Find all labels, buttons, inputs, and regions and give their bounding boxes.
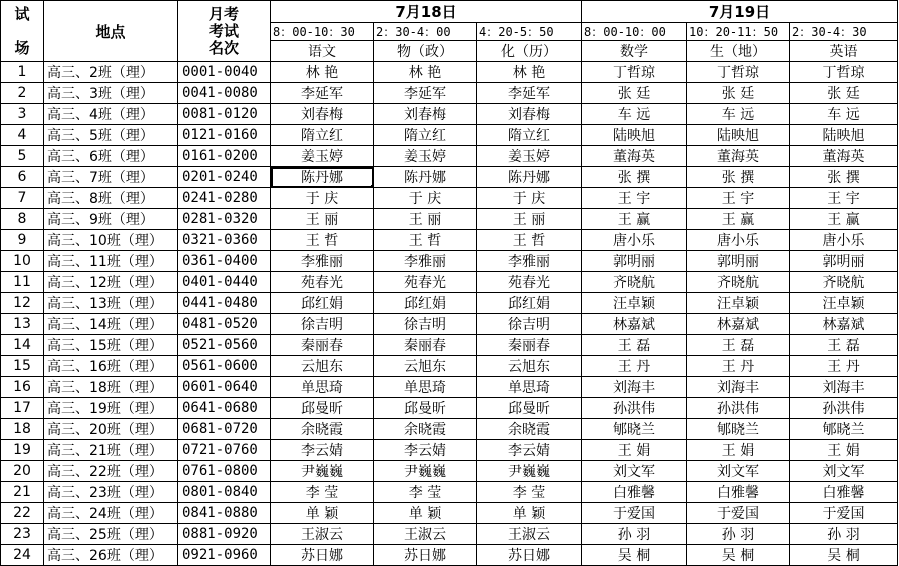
room-number[interactable]: 2 — [1, 83, 44, 104]
proctor-chinese[interactable]: 隋立红 — [271, 125, 374, 146]
proctor-chemistry[interactable]: 隋立红 — [477, 125, 582, 146]
proctor-english[interactable]: 齐晓航 — [790, 272, 898, 293]
table-row — [1, 62, 898, 83]
location-cell[interactable]: 高三、19班（理） — [44, 398, 178, 419]
room-number[interactable]: 18 — [1, 419, 44, 440]
location-cell[interactable]: 高三、26班（理） — [44, 545, 178, 566]
rank-range-cell[interactable]: 0361-0400 — [178, 251, 271, 272]
proctor-math[interactable]: 刘文军 — [582, 461, 687, 482]
location-cell[interactable]: 高三、6班（理） — [44, 146, 178, 167]
rank-range-cell[interactable]: 0401-0440 — [178, 272, 271, 293]
rank-range-cell[interactable]: 0441-0480 — [178, 293, 271, 314]
proctor-math[interactable]: 白雅馨 — [582, 482, 687, 503]
room-number[interactable]: 23 — [1, 524, 44, 545]
header-location[interactable]: 地点 — [44, 1, 178, 62]
proctor-chemistry[interactable]: 单思琦 — [477, 377, 582, 398]
proctor-math[interactable]: 齐晓航 — [582, 272, 687, 293]
proctor-physics[interactable]: 苑春光 — [374, 272, 477, 293]
room-number[interactable]: 12 — [1, 293, 44, 314]
header-room[interactable]: 试 场 — [1, 1, 44, 62]
rank-range-cell[interactable]: 0521-0560 — [178, 335, 271, 356]
table-row — [1, 461, 898, 482]
proctor-biology[interactable]: 齐晓航 — [687, 272, 790, 293]
proctor-physics[interactable]: 余晓霞 — [374, 419, 477, 440]
table-row — [1, 167, 898, 188]
table-row — [1, 251, 898, 272]
proctor-biology[interactable]: 张 撰 — [687, 167, 790, 188]
proctor-physics[interactable]: 邱红娟 — [374, 293, 477, 314]
time-3[interactable]: 4：20-5：50 — [477, 23, 582, 41]
subject-physics[interactable]: 物（政） — [374, 41, 477, 62]
proctor-english[interactable]: 王 宇 — [790, 188, 898, 209]
rank-range-cell[interactable]: 0841-0880 — [178, 503, 271, 524]
proctor-biology[interactable]: 郇晓兰 — [687, 419, 790, 440]
proctor-physics[interactable]: 李雅丽 — [374, 251, 477, 272]
time-6[interactable]: 2：30-4：30 — [790, 23, 898, 41]
proctor-math[interactable]: 张 撰 — [582, 167, 687, 188]
room-number[interactable]: 16 — [1, 377, 44, 398]
proctor-biology[interactable]: 郭明丽 — [687, 251, 790, 272]
room-number[interactable]: 1 — [1, 62, 44, 83]
proctor-english[interactable]: 孙洪伟 — [790, 398, 898, 419]
table-row — [1, 545, 898, 566]
rank-range-cell[interactable]: 0001-0040 — [178, 62, 271, 83]
proctor-math[interactable]: 汪卓颖 — [582, 293, 687, 314]
room-number[interactable]: 14 — [1, 335, 44, 356]
time-4[interactable]: 8：00-10：00 — [582, 23, 687, 41]
time-2[interactable]: 2：30-4：00 — [374, 23, 477, 41]
proctor-math[interactable]: 张 廷 — [582, 83, 687, 104]
room-number[interactable]: 11 — [1, 272, 44, 293]
proctor-chinese[interactable]: 陈丹娜 — [271, 167, 374, 188]
proctor-math[interactable]: 郇晓兰 — [582, 419, 687, 440]
proctor-physics[interactable]: 尹巍巍 — [374, 461, 477, 482]
room-number[interactable]: 22 — [1, 503, 44, 524]
location-cell[interactable]: 高三、9班（理） — [44, 209, 178, 230]
proctor-biology[interactable]: 刘文军 — [687, 461, 790, 482]
proctor-chemistry[interactable]: 陈丹娜 — [477, 167, 582, 188]
proctor-chemistry[interactable]: 邱曼昕 — [477, 398, 582, 419]
proctor-chinese[interactable]: 云旭东 — [271, 356, 374, 377]
table-row — [1, 125, 898, 146]
subject-biology[interactable]: 生（地） — [687, 41, 790, 62]
proctor-chemistry[interactable]: 刘春梅 — [477, 104, 582, 125]
location-cell[interactable]: 高三、2班（理） — [44, 62, 178, 83]
room-number[interactable]: 17 — [1, 398, 44, 419]
proctor-chemistry[interactable]: 苑春光 — [477, 272, 582, 293]
location-cell[interactable]: 高三、10班（理） — [44, 230, 178, 251]
room-number[interactable]: 6 — [1, 167, 44, 188]
location-cell[interactable]: 高三、7班（理） — [44, 167, 178, 188]
proctor-biology[interactable]: 林嘉斌 — [687, 314, 790, 335]
table-row — [1, 377, 898, 398]
rank-range-cell[interactable]: 0721-0760 — [178, 440, 271, 461]
location-cell[interactable]: 高三、8班（理） — [44, 188, 178, 209]
table-row — [1, 398, 898, 419]
room-number[interactable]: 21 — [1, 482, 44, 503]
proctor-biology[interactable]: 刘海丰 — [687, 377, 790, 398]
rank-range-cell[interactable]: 0321-0360 — [178, 230, 271, 251]
proctor-english[interactable]: 白雅馨 — [790, 482, 898, 503]
room-number[interactable]: 3 — [1, 104, 44, 125]
proctor-chemistry[interactable]: 尹巍巍 — [477, 461, 582, 482]
proctor-physics[interactable]: 李 莹 — [374, 482, 477, 503]
proctor-chemistry[interactable]: 云旭东 — [477, 356, 582, 377]
proctor-english[interactable]: 刘海丰 — [790, 377, 898, 398]
location-cell[interactable]: 高三、4班（理） — [44, 104, 178, 125]
proctor-biology[interactable]: 王 娟 — [687, 440, 790, 461]
time-1[interactable]: 8：00-10：30 — [271, 23, 374, 41]
proctor-chinese[interactable]: 苑春光 — [271, 272, 374, 293]
proctor-math[interactable]: 王 宇 — [582, 188, 687, 209]
proctor-physics[interactable]: 王淑云 — [374, 524, 477, 545]
subject-chinese[interactable]: 语文 — [271, 41, 374, 62]
proctor-chinese[interactable]: 单 颖 — [271, 503, 374, 524]
proctor-english[interactable]: 丁哲琼 — [790, 62, 898, 83]
proctor-chemistry[interactable]: 王淑云 — [477, 524, 582, 545]
proctor-math[interactable]: 唐小乐 — [582, 230, 687, 251]
proctor-chinese[interactable]: 尹巍巍 — [271, 461, 374, 482]
proctor-chemistry[interactable]: 王 丽 — [477, 209, 582, 230]
proctor-chemistry[interactable]: 李 莹 — [477, 482, 582, 503]
subject-chemistry[interactable]: 化（历） — [477, 41, 582, 62]
proctor-chinese[interactable]: 邱曼昕 — [271, 398, 374, 419]
table-row — [1, 503, 898, 524]
proctor-math[interactable]: 孙 羽 — [582, 524, 687, 545]
header-day1[interactable]: 7月18日 — [271, 1, 582, 23]
proctor-biology[interactable]: 孙 羽 — [687, 524, 790, 545]
proctor-english[interactable]: 孙 羽 — [790, 524, 898, 545]
proctor-english[interactable]: 陆映旭 — [790, 125, 898, 146]
proctor-biology[interactable]: 董海英 — [687, 146, 790, 167]
rank-range-cell[interactable]: 0801-0840 — [178, 482, 271, 503]
room-number[interactable]: 5 — [1, 146, 44, 167]
proctor-chinese[interactable]: 姜玉婷 — [271, 146, 374, 167]
proctor-english[interactable]: 王 娟 — [790, 440, 898, 461]
location-cell[interactable]: 高三、24班（理） — [44, 503, 178, 524]
proctor-english[interactable]: 张 廷 — [790, 83, 898, 104]
proctor-biology[interactable]: 丁哲琼 — [687, 62, 790, 83]
proctor-chinese[interactable]: 王 哲 — [271, 230, 374, 251]
rank-range-cell[interactable]: 0481-0520 — [178, 314, 271, 335]
rank-range-cell[interactable]: 0561-0600 — [178, 356, 271, 377]
rank-range-cell[interactable]: 0081-0120 — [178, 104, 271, 125]
proctor-chinese[interactable]: 于 庆 — [271, 188, 374, 209]
location-cell[interactable]: 高三、5班（理） — [44, 125, 178, 146]
proctor-english[interactable]: 于爱国 — [790, 503, 898, 524]
table-row — [1, 83, 898, 104]
proctor-english[interactable]: 王 磊 — [790, 335, 898, 356]
rank-range-cell[interactable]: 0881-0920 — [178, 524, 271, 545]
proctor-english[interactable]: 唐小乐 — [790, 230, 898, 251]
header-rank[interactable]: 月考 考试 名次 — [178, 1, 271, 62]
location-cell[interactable]: 高三、13班（理） — [44, 293, 178, 314]
proctor-math[interactable]: 董海英 — [582, 146, 687, 167]
proctor-math[interactable]: 王 娟 — [582, 440, 687, 461]
proctor-chemistry[interactable]: 林 艳 — [477, 62, 582, 83]
proctor-physics[interactable]: 林 艳 — [374, 62, 477, 83]
location-cell[interactable]: 高三、12班（理） — [44, 272, 178, 293]
proctor-english[interactable]: 王 赢 — [790, 209, 898, 230]
rank-range-cell[interactable]: 0161-0200 — [178, 146, 271, 167]
proctor-physics[interactable]: 刘春梅 — [374, 104, 477, 125]
proctor-biology[interactable]: 白雅馨 — [687, 482, 790, 503]
table-row — [1, 419, 898, 440]
proctor-english[interactable]: 董海英 — [790, 146, 898, 167]
table-row — [1, 230, 898, 251]
proctor-biology[interactable]: 汪卓颖 — [687, 293, 790, 314]
proctor-biology[interactable]: 王 磊 — [687, 335, 790, 356]
location-cell[interactable]: 高三、15班（理） — [44, 335, 178, 356]
proctor-english[interactable]: 张 撰 — [790, 167, 898, 188]
proctor-physics[interactable]: 陈丹娜 — [374, 167, 477, 188]
proctor-chinese[interactable]: 徐吉明 — [271, 314, 374, 335]
proctor-chemistry[interactable]: 李延军 — [477, 83, 582, 104]
rank-range-cell[interactable]: 0121-0160 — [178, 125, 271, 146]
proctor-chemistry[interactable]: 余晓霞 — [477, 419, 582, 440]
proctor-biology[interactable]: 王 宇 — [687, 188, 790, 209]
proctor-chemistry[interactable]: 邱红娟 — [477, 293, 582, 314]
room-number[interactable]: 4 — [1, 125, 44, 146]
proctor-chinese[interactable]: 秦丽春 — [271, 335, 374, 356]
proctor-math[interactable]: 车 远 — [582, 104, 687, 125]
location-cell[interactable]: 高三、21班（理） — [44, 440, 178, 461]
rank-range-cell[interactable]: 0921-0960 — [178, 545, 271, 566]
proctor-physics[interactable]: 苏日娜 — [374, 545, 477, 566]
table-body — [1, 62, 898, 566]
proctor-physics[interactable]: 单 颖 — [374, 503, 477, 524]
proctor-chemistry[interactable]: 秦丽春 — [477, 335, 582, 356]
proctor-chinese[interactable]: 单思琦 — [271, 377, 374, 398]
proctor-physics[interactable]: 邱曼昕 — [374, 398, 477, 419]
proctor-math[interactable]: 吴 桐 — [582, 545, 687, 566]
subject-math[interactable]: 数学 — [582, 41, 687, 62]
proctor-math[interactable]: 于爱国 — [582, 503, 687, 524]
proctor-biology[interactable]: 唐小乐 — [687, 230, 790, 251]
proctor-physics[interactable]: 徐吉明 — [374, 314, 477, 335]
proctor-chemistry[interactable]: 王 哲 — [477, 230, 582, 251]
proctor-physics[interactable]: 云旭东 — [374, 356, 477, 377]
time-5[interactable]: 10：20-11：50 — [687, 23, 790, 41]
rank-range-cell[interactable]: 0201-0240 — [178, 167, 271, 188]
proctor-biology[interactable]: 于爱国 — [687, 503, 790, 524]
rank-range-cell[interactable]: 0761-0800 — [178, 461, 271, 482]
rank-range-cell[interactable]: 0241-0280 — [178, 188, 271, 209]
table-row — [1, 272, 898, 293]
proctor-chemistry[interactable]: 徐吉明 — [477, 314, 582, 335]
table-row — [1, 146, 898, 167]
header-day2[interactable]: 7月19日 — [582, 1, 898, 23]
table-row — [1, 104, 898, 125]
proctor-math[interactable]: 林嘉斌 — [582, 314, 687, 335]
proctor-english[interactable]: 郭明丽 — [790, 251, 898, 272]
table-row — [1, 356, 898, 377]
proctor-english[interactable]: 刘文军 — [790, 461, 898, 482]
location-cell[interactable]: 高三、11班（理） — [44, 251, 178, 272]
proctor-chemistry[interactable]: 于 庆 — [477, 188, 582, 209]
proctor-biology[interactable]: 王 丹 — [687, 356, 790, 377]
proctor-physics[interactable]: 李延军 — [374, 83, 477, 104]
proctor-physics[interactable]: 王 丽 — [374, 209, 477, 230]
proctor-chemistry[interactable]: 姜玉婷 — [477, 146, 582, 167]
location-cell[interactable]: 高三、23班（理） — [44, 482, 178, 503]
proctor-physics[interactable]: 姜玉婷 — [374, 146, 477, 167]
proctor-chinese[interactable]: 王 丽 — [271, 209, 374, 230]
proctor-chemistry[interactable]: 李云婧 — [477, 440, 582, 461]
proctor-chinese[interactable]: 李云婧 — [271, 440, 374, 461]
proctor-chinese[interactable]: 李雅丽 — [271, 251, 374, 272]
rank-range-cell[interactable]: 0681-0720 — [178, 419, 271, 440]
proctor-english[interactable]: 林嘉斌 — [790, 314, 898, 335]
proctor-chinese[interactable]: 王淑云 — [271, 524, 374, 545]
proctor-chinese[interactable]: 李延军 — [271, 83, 374, 104]
rank-range-cell[interactable]: 0601-0640 — [178, 377, 271, 398]
location-cell[interactable]: 高三、16班（理） — [44, 356, 178, 377]
proctor-physics[interactable]: 隋立红 — [374, 125, 477, 146]
room-number[interactable]: 7 — [1, 188, 44, 209]
table-row — [1, 209, 898, 230]
location-cell[interactable]: 高三、14班（理） — [44, 314, 178, 335]
proctor-english[interactable]: 车 远 — [790, 104, 898, 125]
room-number[interactable]: 8 — [1, 209, 44, 230]
proctor-chemistry[interactable]: 单 颖 — [477, 503, 582, 524]
proctor-math[interactable]: 孙洪伟 — [582, 398, 687, 419]
proctor-chinese[interactable]: 李 莹 — [271, 482, 374, 503]
table-row — [1, 188, 898, 209]
location-cell[interactable]: 高三、3班（理） — [44, 83, 178, 104]
location-cell[interactable]: 高三、20班（理） — [44, 419, 178, 440]
proctor-chemistry[interactable]: 李雅丽 — [477, 251, 582, 272]
proctor-chinese[interactable]: 余晓霞 — [271, 419, 374, 440]
proctor-chinese[interactable]: 刘春梅 — [271, 104, 374, 125]
proctor-biology[interactable]: 张 廷 — [687, 83, 790, 104]
proctor-biology[interactable]: 王 赢 — [687, 209, 790, 230]
proctor-math[interactable]: 陆映旭 — [582, 125, 687, 146]
proctor-chinese[interactable]: 苏日娜 — [271, 545, 374, 566]
proctor-math[interactable]: 王 赢 — [582, 209, 687, 230]
location-cell[interactable]: 高三、25班（理） — [44, 524, 178, 545]
room-number[interactable]: 13 — [1, 314, 44, 335]
proctor-biology[interactable]: 陆映旭 — [687, 125, 790, 146]
proctor-chinese[interactable]: 邱红娟 — [271, 293, 374, 314]
rank-range-cell[interactable]: 0641-0680 — [178, 398, 271, 419]
room-number[interactable]: 10 — [1, 251, 44, 272]
proctor-biology[interactable]: 孙洪伟 — [687, 398, 790, 419]
table-row — [1, 314, 898, 335]
proctor-english[interactable]: 郇晓兰 — [790, 419, 898, 440]
proctor-biology[interactable]: 车 远 — [687, 104, 790, 125]
rank-range-cell[interactable]: 0041-0080 — [178, 83, 271, 104]
proctor-physics[interactable]: 单思琦 — [374, 377, 477, 398]
table-row — [1, 440, 898, 461]
proctor-math[interactable]: 丁哲琼 — [582, 62, 687, 83]
proctor-math[interactable]: 王 丹 — [582, 356, 687, 377]
proctor-chinese[interactable]: 林 艳 — [271, 62, 374, 83]
rank-range-cell[interactable]: 0281-0320 — [178, 209, 271, 230]
location-cell[interactable]: 高三、18班（理） — [44, 377, 178, 398]
proctor-english[interactable]: 王 丹 — [790, 356, 898, 377]
proctor-physics[interactable]: 李云婧 — [374, 440, 477, 461]
table-row — [1, 335, 898, 356]
location-cell[interactable]: 高三、22班（理） — [44, 461, 178, 482]
room-number[interactable]: 19 — [1, 440, 44, 461]
room-number[interactable]: 15 — [1, 356, 44, 377]
proctor-math[interactable]: 郭明丽 — [582, 251, 687, 272]
proctor-math[interactable]: 王 磊 — [582, 335, 687, 356]
subject-english[interactable]: 英语 — [790, 41, 898, 62]
room-number[interactable]: 24 — [1, 545, 44, 566]
table-row — [1, 482, 898, 503]
proctor-chemistry[interactable]: 苏日娜 — [477, 545, 582, 566]
proctor-english[interactable]: 吴 桐 — [790, 545, 898, 566]
proctor-math[interactable]: 刘海丰 — [582, 377, 687, 398]
table-row — [1, 293, 898, 314]
proctor-biology[interactable]: 吴 桐 — [687, 545, 790, 566]
proctor-physics[interactable]: 王 哲 — [374, 230, 477, 251]
proctor-physics[interactable]: 于 庆 — [374, 188, 477, 209]
proctor-physics[interactable]: 秦丽春 — [374, 335, 477, 356]
room-number[interactable]: 20 — [1, 461, 44, 482]
room-number[interactable]: 9 — [1, 230, 44, 251]
table-row — [1, 524, 898, 545]
proctor-english[interactable]: 汪卓颖 — [790, 293, 898, 314]
